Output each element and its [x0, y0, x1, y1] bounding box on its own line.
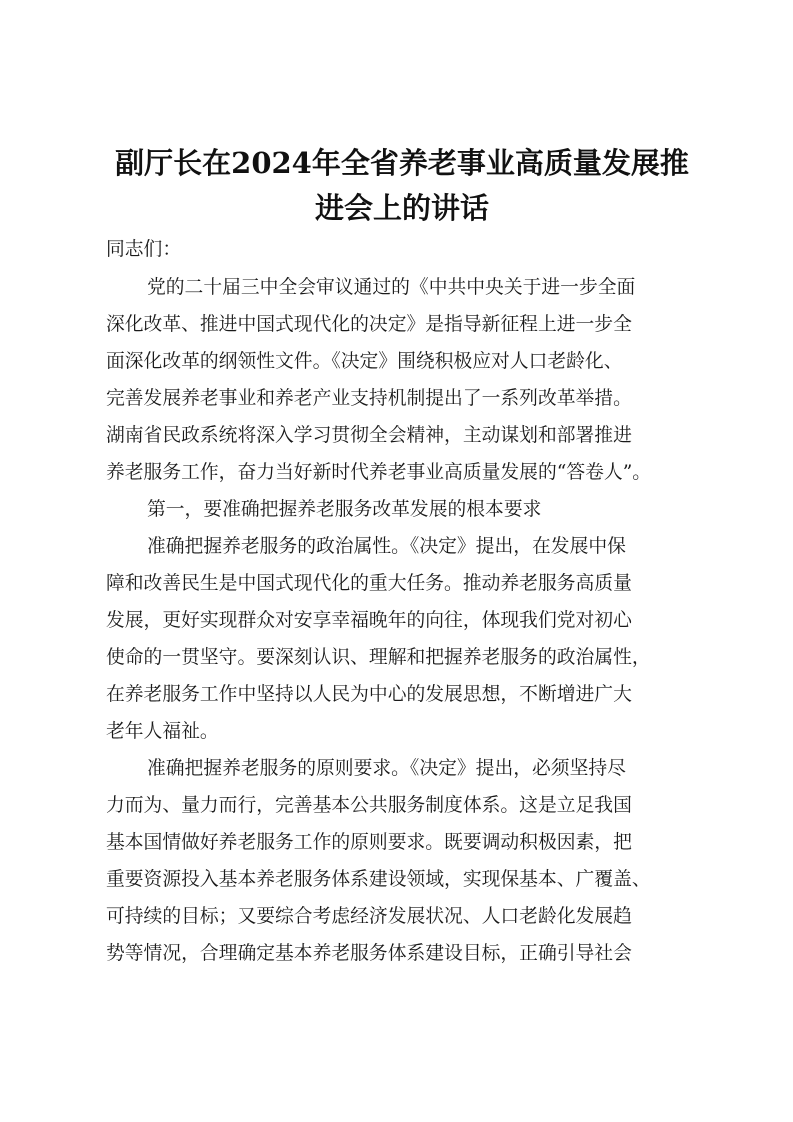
paragraph-line: 准确把握养老服务的原则要求。《决定》提出，必须坚持尽 — [147, 758, 626, 779]
paragraph-line: 势等情况，合理确定基本养老服务体系建设目标，正确引导社会 — [106, 943, 632, 964]
paragraph-line: 老年人福祉。 — [106, 721, 219, 742]
paragraph-line: 在养老服务工作中坚持以人民为中心的发展思想，不断增进广大 — [106, 684, 632, 705]
document-title-line-1: 副厅长在2024年全省养老事业高质量发展推 — [115, 146, 689, 180]
paragraph-line: 力而为、量力而行，完善基本公共服务制度体系。这是立足我国 — [106, 795, 632, 816]
paragraph-line: 可持续的目标；又要综合考虑经济发展状况、人口老龄化发展趋 — [106, 906, 632, 927]
paragraph-line: 养老服务工作，奋力当好新时代养老事业高质量发展的“答卷人”。 — [106, 462, 652, 483]
paragraph-line: 完善发展养老事业和养老产业支持机制提出了一系列改革举措。 — [106, 388, 632, 409]
document-title-line-2: 进会上的讲话 — [314, 191, 489, 225]
paragraph-line: 深化改革、推进中国式现代化的决定》是指导新征程上进一步全 — [106, 314, 632, 335]
paragraph-line: 重要资源投入基本养老服务体系建设领域，实现保基本、广覆盖、 — [106, 869, 651, 890]
paragraph-line: 党的二十届三中全会审议通过的《中共中央关于进一步全面 — [147, 277, 636, 298]
paragraph-line: 发展，更好实现群众对安享幸福晚年的向往，体现我们党对初心 — [106, 610, 632, 631]
salutation: 同志们： — [106, 239, 182, 260]
paragraph-line: 面深化改革的纲领性文件。《决定》围绕积极应对人口老龄化、 — [106, 351, 623, 372]
paragraph-line: 准确把握养老服务的政治属性。《决定》提出，在发展中保 — [147, 536, 626, 557]
paragraph-line: 使命的一贯坚守。要深刻认识、理解和把握养老服务的政治属性， — [106, 647, 651, 668]
paragraph-line: 障和改善民生是中国式现代化的重大任务。推动养老服务高质量 — [106, 573, 632, 594]
paragraph-line: 湖南省民政系统将深入学习贯彻全会精神，主动谋划和部署推进 — [106, 425, 632, 446]
section-heading: 第一，要准确把握养老服务改革发展的根本要求 — [147, 499, 542, 520]
paragraph-line: 基本国情做好养老服务工作的原则要求。既要调动积极因素，把 — [106, 832, 632, 853]
